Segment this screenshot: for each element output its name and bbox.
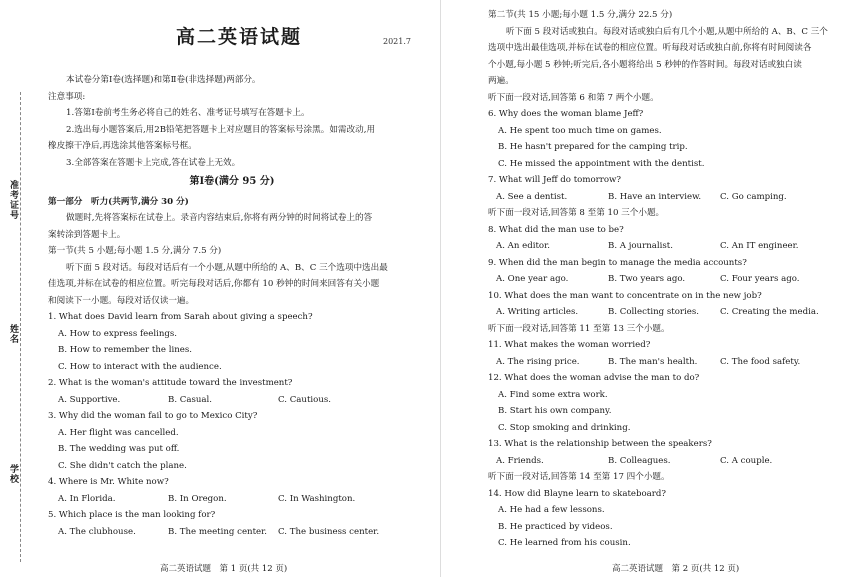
page1-content <box>48 72 416 540</box>
section-heading: 第二节(共 15 小题;每小题 1.5 分,满分 22.5 分) <box>488 10 673 20</box>
section-description: 和阅读下一小题。每段对话仅读一遍。 <box>48 295 195 306</box>
option: C. An IT engineer. <box>720 241 799 251</box>
option-row <box>48 392 416 409</box>
option: B. Collecting stories. <box>608 307 700 317</box>
notice-item: 3.全部答案在答题卡上完成,答在试卷上无效。 <box>66 157 241 168</box>
option: A. The rising price. <box>496 356 580 367</box>
option: B. The wedding was put off. <box>58 444 180 454</box>
notice-item: 2.选出每小题答案后,用2B铅笔把答题卡上对应题目的答案标号涂黑。如需改动,用 <box>66 124 376 135</box>
page-footer: 高二英语试题 第 1 页(共 12 页) <box>160 564 288 574</box>
page-title: 高二英语试题 <box>176 26 303 48</box>
option: B. In Oregon. <box>168 493 227 504</box>
option: B. How to remember the lines. <box>58 345 192 355</box>
option-row <box>488 453 850 470</box>
option: C. He learned from his cousin. <box>498 538 631 548</box>
question-1: 1. What does David learn from Sarah about giving a speech? <box>48 312 313 322</box>
option: C. How to interact with the audience. <box>58 361 222 372</box>
question-3: 3. Why did the woman fail to go to Mexico City? <box>48 411 258 421</box>
section-description: 听下面 5 段对话或独白。每段对话或独白后有几个小题,从题中所给的 A、B、C 三个 <box>506 26 828 37</box>
option: B. Casual. <box>168 394 213 405</box>
option: B. Start his own company. <box>498 406 612 416</box>
option: C. Stop smoking and drinking. <box>498 422 631 433</box>
option: C. A couple. <box>720 455 773 466</box>
part-heading: 第一部分 听力(共两节,满分 30 分) <box>48 196 189 207</box>
question-7: 7. What will Jeff do tomorrow? <box>488 175 622 185</box>
question-9: 9. When did the man begin to manage the media accounts? <box>488 257 747 268</box>
option-row <box>488 304 850 321</box>
option: A. Find some extra work. <box>498 389 608 400</box>
section-description: 两遍。 <box>488 76 514 86</box>
question-6: 6. Why does the woman blame Jeff? <box>488 109 644 119</box>
option: A. See a dentist. <box>496 191 568 202</box>
dialogue-instruction: 听下面一段对话,回答第 8 至第 10 三个小题。 <box>488 208 665 218</box>
question-10: 10. What does the man want to concentrate on in the new job? <box>488 290 762 301</box>
dialogue-instruction: 听下面一段对话,回答第 6 和第 7 两个小题。 <box>488 92 659 103</box>
dialogue-instruction: 听下面一段对话,回答第 14 至第 17 四个小题。 <box>488 472 670 482</box>
option: C. Go camping. <box>720 191 787 202</box>
section-description: 佳选项,并标在试卷的相应位置。听完每段对话后,你都有 10 秒钟的时间来回答有关小题 <box>48 279 380 289</box>
option: C. She didn't catch the plane. <box>58 460 187 471</box>
option: C. In Washington. <box>278 493 356 504</box>
exam-date: 2021.7 <box>383 37 411 46</box>
option-row <box>48 491 416 508</box>
option: A. An editor. <box>496 241 550 251</box>
option-row <box>48 524 416 541</box>
option: A. Writing articles. <box>496 307 579 317</box>
page2-content <box>488 7 850 552</box>
option: B. The meeting center. <box>168 526 268 537</box>
option: B. A journalist. <box>608 241 673 251</box>
option: C. The food safety. <box>720 356 801 367</box>
question-8: 8. What did the man use to be? <box>488 224 624 235</box>
option: B. He hasn't prepared for the camping trip. <box>498 142 688 152</box>
question-4: 4. Where is Mr. White now? <box>48 477 169 487</box>
option: A. The clubhouse. <box>58 526 136 537</box>
question-14: 14. How did Blayne learn to skateboard? <box>488 488 667 499</box>
option: A. He spent too much time on games. <box>498 125 662 136</box>
option: C. He missed the appointment with the dentist. <box>498 158 705 169</box>
option: B. The man's health. <box>608 356 698 367</box>
option-row <box>488 238 850 255</box>
option-row <box>488 354 850 371</box>
question-2: 2. What is the woman's attitude toward the investment? <box>48 378 293 388</box>
option: C. The business center. <box>278 526 380 537</box>
option: B. He practiced by videos. <box>498 521 613 532</box>
option: A. He had a few lessons. <box>498 505 605 515</box>
section-description: 选项中选出最佳选项,并标在试卷的相应位置。听每段对话或独白前,你将有时间阅读各 <box>488 43 812 53</box>
option: B. Have an interview. <box>608 191 702 202</box>
exam-page-2 <box>440 0 860 577</box>
option-row <box>488 189 850 206</box>
option: A. In Florida. <box>58 493 116 504</box>
question-11: 11. What makes the woman worried? <box>488 340 651 350</box>
binding-margin <box>0 0 28 577</box>
volume-title: 第Ⅰ卷(满分 95 分) <box>189 176 275 187</box>
page-footer: 高二英语试题 第 2 页(共 12 页) <box>612 564 740 574</box>
option: C. Four years ago. <box>720 274 800 284</box>
option: A. How to express feelings. <box>58 328 177 339</box>
spine-label-school: 学校 <box>8 464 18 484</box>
option: A. Her flight was cancelled. <box>58 427 179 438</box>
option: A. Supportive. <box>58 394 121 405</box>
question-12: 12. What does the woman advise the man to do? <box>488 373 700 383</box>
binding-line <box>20 92 21 562</box>
option: B. Two years ago. <box>608 274 686 284</box>
notice-title: 注意事项: <box>48 91 86 102</box>
option: C. Cautious. <box>278 394 332 405</box>
option: B. Colleagues. <box>608 455 671 466</box>
option-row <box>488 271 850 288</box>
dialogue-instruction: 听下面一段对话,回答第 11 至第 13 三个小题。 <box>488 323 670 334</box>
section-heading: 第一节(共 5 小题;每小题 1.5 分,满分 7.5 分) <box>48 246 222 256</box>
notice-item: 1.答第Ⅰ卷前考生务必将自己的姓名、准考证号填写在答题卡上。 <box>66 108 310 118</box>
option: C. Creating the media. <box>720 307 819 317</box>
option: A. Friends. <box>496 455 544 466</box>
intro-text: 本试卷分第Ⅰ卷(选择题)和第Ⅱ卷(非选择题)两部分。 <box>66 75 261 85</box>
option: A. One year ago. <box>496 274 569 284</box>
question-13: 13. What is the relationship between the speakers? <box>488 439 712 449</box>
notice-item: 橡皮擦干净后,再选涂其他答案标号框。 <box>48 141 197 151</box>
section-description: 听下面 5 段对话。每段对话后有一个小题,从题中所给的 A、B、C 三个选项中选出最 <box>66 262 388 273</box>
question-5: 5. Which place is the man looking for? <box>48 510 216 520</box>
part-description: 案转涂到答题卡上。 <box>48 229 126 240</box>
spine-label-name: 姓名 <box>8 324 18 344</box>
spine-label-exam-number: 准考证号 <box>8 180 18 220</box>
part-description: 做题时,先将答案标在试卷上。录音内容结束后,你将有两分钟的时间将试卷上的答 <box>66 213 373 223</box>
section-description: 个小题,每小题 5 秒钟;听完后,各小题将给出 5 秒钟的作答时间。每段对话或独白读 <box>488 59 802 70</box>
